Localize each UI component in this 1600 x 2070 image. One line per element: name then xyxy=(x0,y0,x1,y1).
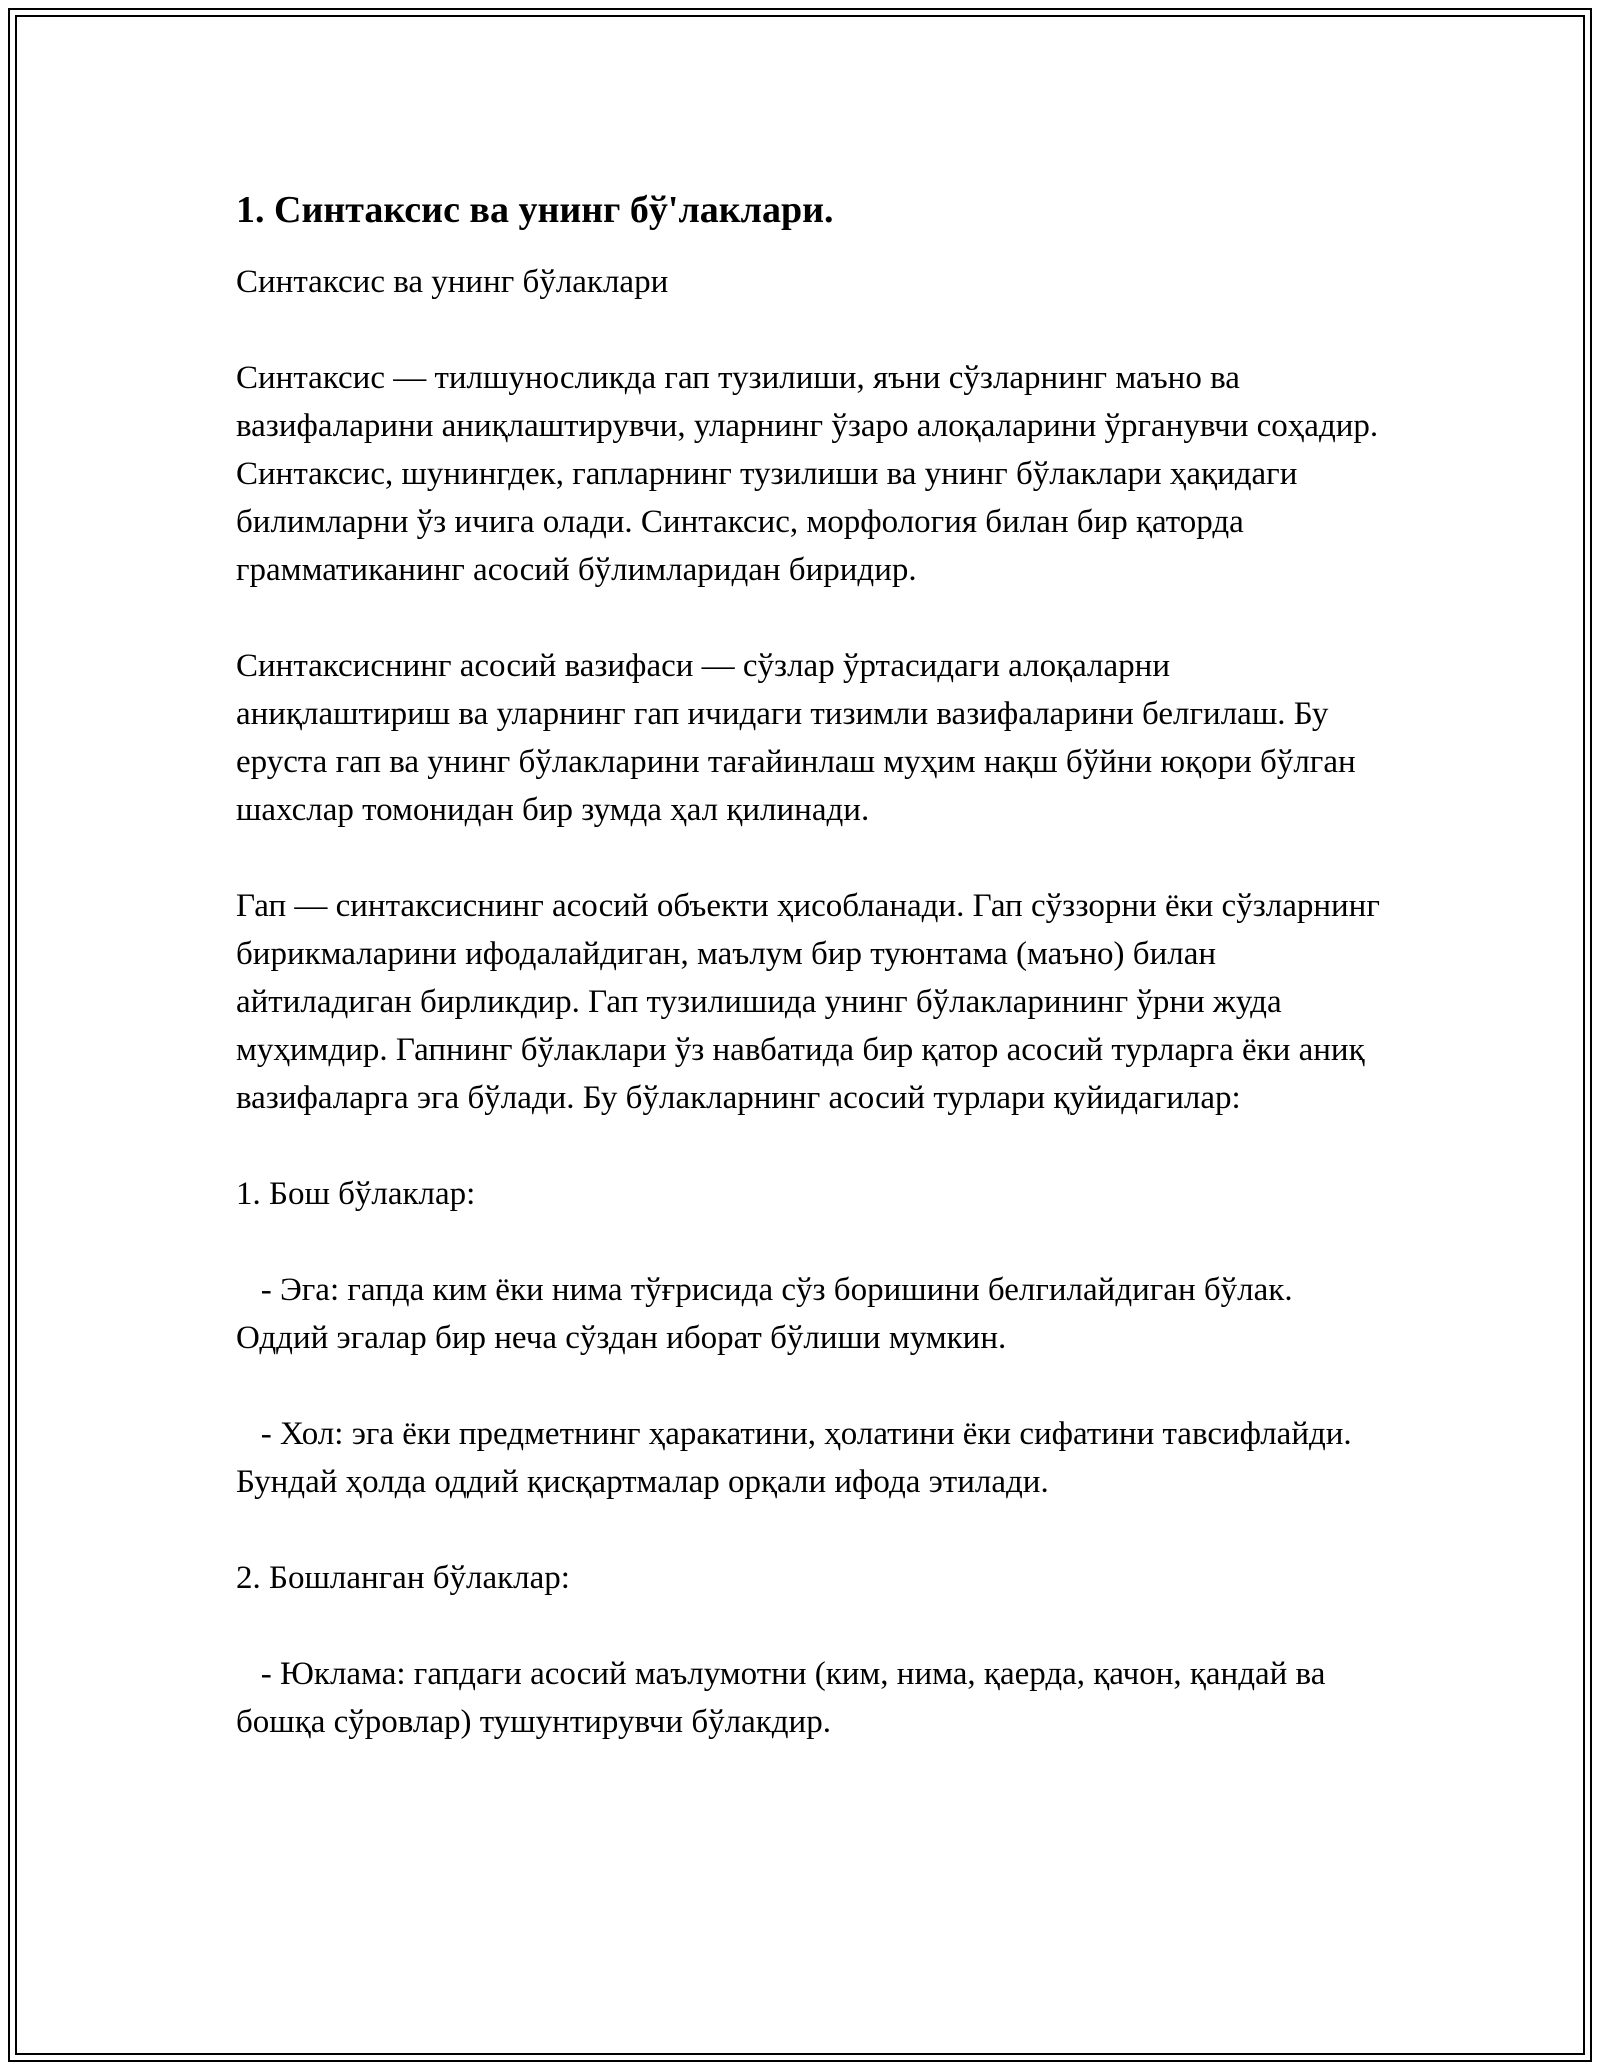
paragraph-3: Гап — синтаксиснинг асосий объекти ҳисобланади. Гап сўззорни ёки сўзларнинг бирикмаларини ифодалайдиган, маълум бир туюнтама (маъно) билан айтиладиган бирликдир. Гап тузилишида унинг бўлакларининг ўрни жуда муҳимдир. Гапнинг бўлаклари ўз навбатида бир қатор асосий турларга ёки аниқ вазифаларга эга бўлади. Бу бўлакларнинг асосий турлари қуйидагилар: xyxy=(236,888,1380,1116)
list-heading-main-parts: 1. Бош бўлаклар: xyxy=(236,1176,476,1212)
document-title: 1. Синтаксис ва унинг бў'лаклари. xyxy=(236,189,834,231)
paragraph-2: Синтаксиснинг асосий вазифаси — сўзлар ўртасидаги алоқаларни аниқлаштириш ва уларнинг гап ичидаги тизимли вазифаларини белгилаш. Бу еруста гап ва унинг бўлакларини тағайинлаш муҳим нақш бўйни юқори бўлган шахслар томонидан бир зумда ҳал қилинади. xyxy=(236,648,1356,828)
paragraph-1: Синтаксис — тилшуносликда гап тузилиши, яъни сўзларнинг маъно ва вазифаларини аниқлаштирувчи, уларнинг ўзаро алоқаларини ўрганувчи соҳадир. Синтаксис, шунингдек, гапларнинг тузилиши ва унинг бўлаклари ҳақидаги билимларни ўз ичига олади. Синтаксис, морфология билан бир қаторда грамматиканинг асосий бўлимларидан биридир. xyxy=(236,360,1379,588)
list-heading-secondary-parts: 2. Бошланган бўлаклар: xyxy=(236,1560,570,1596)
document-body xyxy=(236,186,1386,1794)
list-item-particle: - Юклама: гапдаги асосий маълумотни (ким, нима, қаерда, қачон, қандай ва бошқа сўровлар) тушунтирувчи бўлакдир. xyxy=(236,1656,1334,1740)
list-item-adverbial: - Хол: эга ёки предметнинг ҳаракатини, ҳолатини ёки сифатини тавсифлайди. Бундай ҳолда оддий қисқартмалар орқали ифода этилади. xyxy=(236,1416,1360,1500)
list-item-subject: - Эга: гапда ким ёки нима тўғрисида сўз боришини белгилайдиган бўлак. Оддий эгалар бир неча сўздан иборат бўлиши мумкин. xyxy=(236,1272,1301,1356)
document-subtitle: Синтаксис ва унинг бўлаклари xyxy=(236,264,669,300)
